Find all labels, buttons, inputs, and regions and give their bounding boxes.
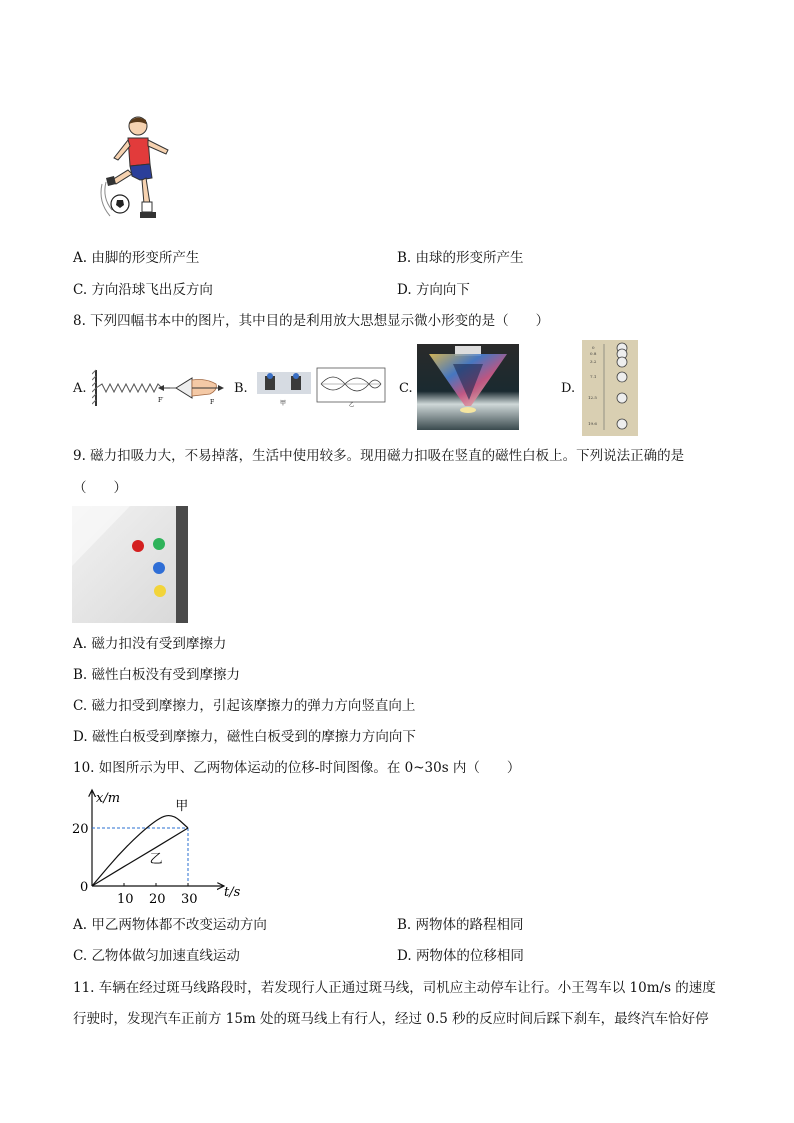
option-letter: A. (73, 636, 88, 652)
photoelastic-image (417, 344, 519, 430)
xt-graph (68, 782, 248, 908)
series-jia-line (92, 816, 188, 886)
option-letter: C. (73, 282, 88, 298)
q7-option-b (397, 248, 524, 268)
q7-option-c (73, 280, 213, 300)
yi-caption: 乙 (349, 402, 355, 408)
scale-tick: 7.1 (590, 374, 597, 379)
spring-force-image (92, 366, 226, 410)
option-letter: D. (397, 282, 412, 298)
q9-stem-line1: 9. 磁力扣吸力大，不易掉落，生活中使用较多。现用磁力扣吸在竖直的磁性白板上。下列说法正确的是 (73, 448, 685, 464)
scale-tick: 3.2 (590, 359, 597, 364)
pressure-bottle-images (255, 366, 387, 408)
q10-option-c (73, 946, 240, 966)
origin-label: 0 (80, 880, 89, 895)
x-tick-label: 20 (149, 892, 166, 907)
option-letter: C. (73, 698, 88, 714)
option-text: 乙物体做匀加速直线运动 (91, 948, 240, 964)
option-text: 方向向下 (415, 282, 470, 298)
q9-option-c (73, 696, 415, 716)
q8-label-c: C. (399, 381, 413, 396)
series-yi-label: 乙 (149, 851, 163, 867)
q10-option-b (397, 915, 524, 935)
x-axis-label: t/s (224, 885, 241, 900)
y-axis-label: x/m (96, 791, 121, 806)
option-text: 由脚的形变所产生 (91, 250, 200, 266)
option-text: 两物体的位移相同 (415, 948, 524, 964)
q7-option-a (73, 248, 199, 268)
option-letter: D. (397, 948, 412, 964)
x-tick-label: 10 (117, 892, 134, 907)
option-text: 由球的形变所产生 (415, 250, 524, 266)
soccer-player-figure (96, 112, 178, 224)
option-letter: D. (73, 729, 88, 745)
q9-stem-line2: （ ） (73, 480, 127, 496)
q9-option-a (73, 634, 226, 654)
q10-option-a (73, 915, 267, 935)
q8-stem: 8. 下列四幅书本中的图片，其中目的是利用放大思想显示微小形变的是（ ） (73, 313, 550, 329)
q11-line2: 行驶时，发现汽车正前方 15m 处的斑马线上有行人，经过 0.5 秒的反应时间后踩下刹车，最终汽车恰好停 (73, 1011, 709, 1027)
scale-tick: 0.8 (590, 351, 597, 356)
magnetic-board-photo (72, 506, 188, 623)
option-text: 两物体的路程相同 (415, 917, 524, 933)
option-text: 磁力扣没有受到摩擦力 (91, 636, 227, 652)
option-text: 磁性白板没有受到摩擦力 (91, 667, 241, 683)
q8-label-d: D. (561, 381, 576, 396)
jia-caption: 甲 (280, 400, 287, 407)
option-text: 磁性白板受到摩擦力，磁性白板受到的摩擦力方向向下 (91, 729, 416, 745)
y-tick-label: 20 (72, 822, 89, 837)
option-text: 方向沿球飞出反方向 (91, 282, 213, 298)
scale-tick: 19.6 (588, 421, 597, 426)
series-yi-line (92, 828, 188, 886)
option-text: 磁力扣受到摩擦力，引起该摩擦力的弹力方向竖直向上 (91, 698, 416, 714)
series-jia-label: 甲 (175, 799, 189, 815)
f-prime-label: F′ (158, 397, 164, 404)
scale-tick: 12.5 (588, 395, 597, 400)
q10-option-d (397, 946, 524, 966)
x-tick-label: 30 (181, 892, 198, 907)
option-text: 甲乙两物体都不改变运动方向 (91, 917, 267, 933)
option-letter: B. (73, 667, 88, 683)
q7-option-d (397, 280, 470, 300)
option-letter: A. (73, 917, 88, 933)
q9-option-b (73, 665, 240, 685)
option-letter: C. (73, 948, 88, 964)
f-label: F (210, 399, 215, 406)
q9-option-d (73, 727, 416, 747)
q8-label-a: A. (73, 381, 87, 396)
spring-scale-image (582, 340, 638, 436)
q11-line1: 11. 车辆在经过斑马线路段时，若发现行人正通过斑马线，司机应主动停车让行。小王驾车以 10m/s 的速度 (73, 980, 716, 996)
q8-label-b: B. (234, 381, 248, 396)
option-letter: B. (397, 250, 412, 266)
q10-stem: 10. 如图所示为甲、乙两物体运动的位移-时间图像。在 0~30s 内（ ） (73, 760, 521, 776)
scale-tick: 0 (592, 345, 595, 350)
option-letter: B. (397, 917, 412, 933)
option-letter: A. (73, 250, 88, 266)
